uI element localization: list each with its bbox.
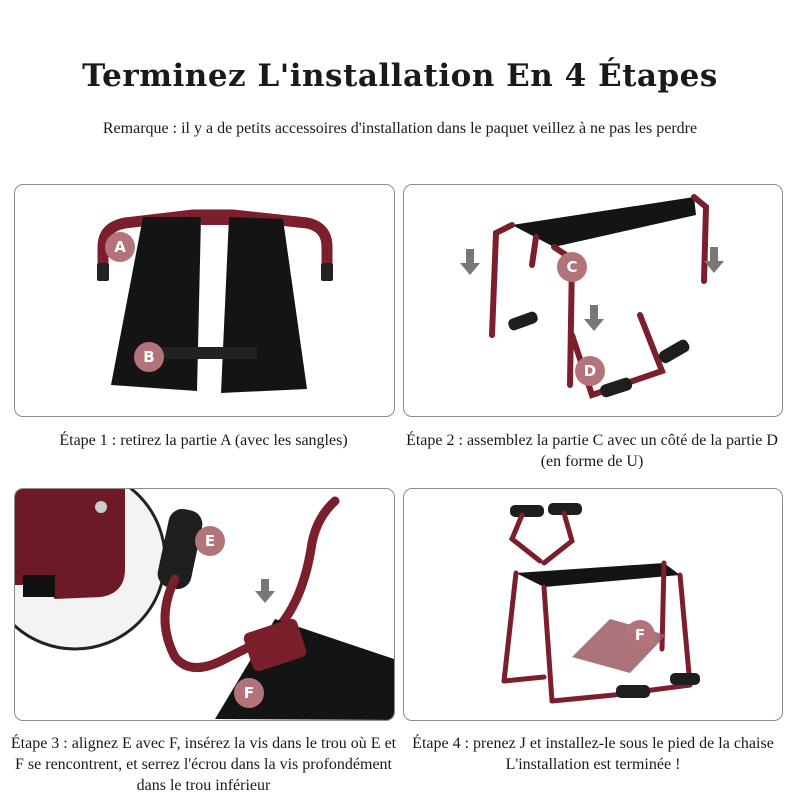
installation-note: Remarque : il y a de petits accessoires d'installation dans le paquet veillez à ne pas les perdre (102, 120, 698, 137)
step-3-image (14, 488, 395, 721)
seat-fabric (516, 563, 680, 587)
label-e-badge (195, 526, 225, 556)
svg-text:D: D (583, 362, 597, 380)
step-4-image (403, 488, 783, 721)
step-1-illustration (15, 185, 394, 416)
svg-text:B: B (143, 348, 155, 366)
foot-pad-1 (507, 310, 539, 332)
foot-pad-1 (616, 685, 650, 698)
seat-fabric (512, 197, 696, 247)
step-3-caption: Étape 3 : alignez E avec F, insérez la vis dans le trou où E et F se rencontrent, et serrez l'écrou dans la vis profondément dans le trou inférieur (10, 735, 397, 794)
svg-text:A: A (114, 238, 126, 256)
handle-frame (512, 513, 572, 563)
label-f-badge (625, 620, 655, 650)
step-1-image (14, 184, 395, 417)
label-a-badge (105, 232, 135, 262)
step-2-caption: Étape 2 : assemblez la partie C avec un côté de la partie D (en forme de U) (406, 432, 778, 470)
foot-pad-2 (599, 376, 633, 398)
down-arrow-icon (255, 579, 275, 603)
handle-grip-left (510, 505, 544, 517)
foot-pad-2 (670, 673, 700, 685)
svg-text:F: F (243, 684, 255, 702)
step-1-caption: Étape 1 : retirez la partie A (avec les sangles) (59, 432, 348, 449)
label-d-badge (575, 356, 605, 386)
nut-closeup (23, 575, 55, 597)
center-joint (201, 213, 229, 225)
foot-pad-3 (657, 338, 691, 365)
step-3-illustration (15, 489, 394, 720)
handle-cap-right (321, 263, 333, 281)
screw-head (95, 501, 107, 513)
svg-text:C: C (566, 258, 578, 276)
step-2-illustration (404, 185, 782, 416)
label-f-badge (234, 678, 264, 708)
handle-cap-left (97, 263, 109, 281)
step-2-image (403, 184, 783, 417)
label-c-badge (557, 252, 587, 282)
svg-text:E: E (204, 532, 216, 550)
cross-strap (153, 347, 257, 359)
down-arrow-icon (460, 247, 724, 331)
label-b-badge (134, 342, 164, 372)
step-4-illustration (404, 489, 782, 720)
step-4-caption: Étape 4 : prenez J et installez-le sous le pied de la chaise L'installation est terminée ! (412, 735, 774, 773)
page-title: Terminez L'installation En 4 Étapes (82, 58, 718, 94)
base-rails (504, 677, 690, 701)
svg-text:F: F (634, 626, 646, 644)
strap-right (221, 217, 307, 393)
